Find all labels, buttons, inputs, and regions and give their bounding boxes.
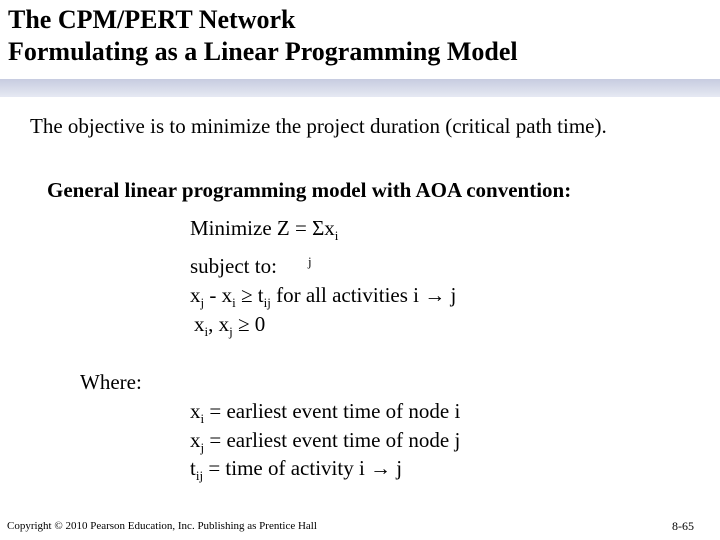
definition-xi (190, 399, 461, 426)
c1-sub-ij: ij (263, 295, 271, 310)
c2-sub-i: i (204, 324, 209, 339)
where-label: Where: (80, 370, 142, 394)
c1-x: x (190, 283, 201, 307)
def-xj-x: x (190, 428, 201, 452)
def-tij-t: t (190, 456, 196, 480)
c1-sub-i: i (232, 295, 236, 310)
c2-x: x (194, 312, 205, 336)
copyright-notice: Copyright © 2010 Pearson Education, Inc. Publishing as Prentice Hall (7, 520, 317, 532)
definition-xj (190, 428, 461, 455)
def-tij-text: = time of activity i → j (203, 456, 403, 480)
slide-title-line-2: Formulating as a Linear Programming Model (8, 37, 518, 66)
minimize-prefix: Minimize Z = Σx (190, 216, 335, 240)
c1-ge-t: ≥ t (235, 283, 264, 307)
slide-title-line-1: The CPM/PERT Network (8, 5, 296, 34)
constraint-nonnegativity (194, 312, 266, 339)
minimize-expression (190, 216, 339, 243)
page-number: 8-65 (672, 519, 694, 533)
stray-subscript-j: j (308, 254, 312, 269)
c2-sub-j: j (229, 324, 233, 339)
minimize-subscript: i (334, 228, 339, 243)
def-xi-text: = earliest event time of node i (204, 399, 461, 423)
c1-rest: for all activities i → j (270, 283, 457, 307)
c1-minus-x: - x (204, 283, 233, 307)
model-heading: General linear programming model with AOA convention: (47, 178, 572, 202)
def-tij-sub: ij (195, 468, 204, 483)
subject-to-label: subject to: (190, 254, 277, 278)
title-divider-bar (0, 79, 720, 97)
def-xj-sub: j (200, 440, 205, 455)
constraint-precedence (190, 283, 457, 310)
def-xi-sub: i (200, 411, 205, 426)
c2-rest: ≥ 0 (232, 312, 266, 336)
slide-title (8, 4, 518, 68)
c2-mid: , x (208, 312, 230, 336)
def-xj-text: = earliest event time of node j (204, 428, 461, 452)
def-xi-x: x (190, 399, 201, 423)
objective-text: The objective is to minimize the project duration (critical path time). (30, 114, 607, 138)
definition-tij (190, 456, 403, 483)
c1-sub-j: j (200, 295, 205, 310)
